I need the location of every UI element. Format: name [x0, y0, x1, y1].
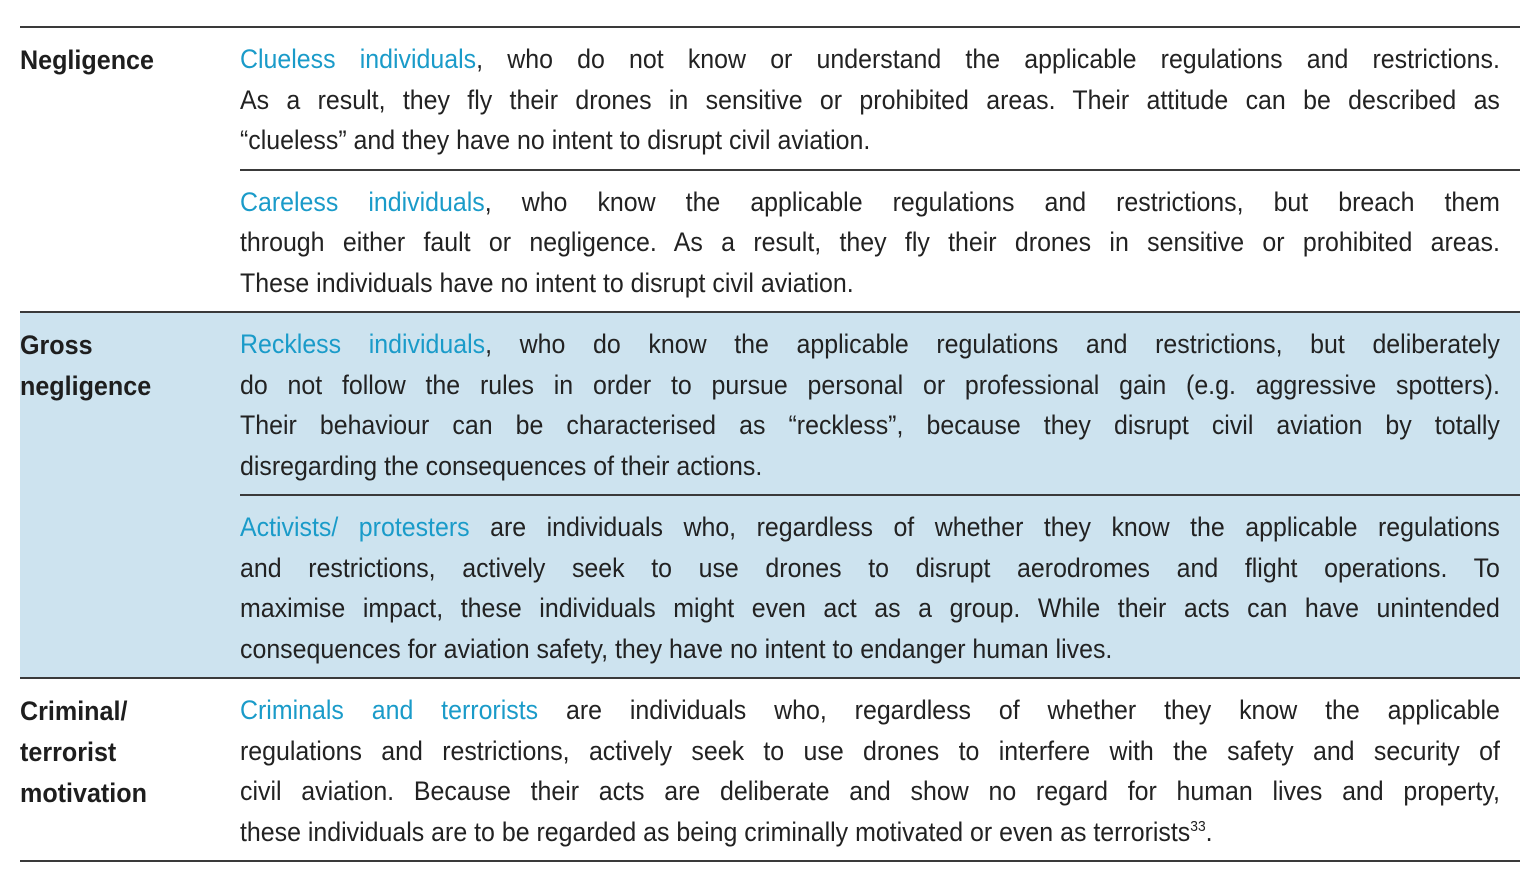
text-line	[240, 182, 1500, 223]
line-text: and restrictions, actively seek to use drones to disrupt aerodromes and flight operations. To	[240, 552, 1500, 583]
line-text: As a result, they fly their drones in sensitive or prohibited areas. Their attitude can be described as	[240, 84, 1500, 115]
text-line	[240, 80, 1500, 121]
row-cells	[240, 28, 1520, 311]
text-line	[240, 507, 1500, 548]
description-text	[240, 39, 1500, 161]
line-text: consequences for aviation safety, they have no intent to endanger human lives.	[240, 633, 1113, 664]
text-line	[240, 405, 1500, 446]
row-label-line: Criminal/	[20, 696, 128, 726]
text-line	[240, 39, 1500, 80]
row-label-line: terrorist	[20, 737, 117, 767]
row-label	[20, 313, 240, 677]
text-line	[240, 446, 1500, 487]
description-text	[240, 324, 1500, 486]
line-text: , who know the applicable regulations and restrictions, but breach them	[484, 186, 1500, 217]
text-line	[240, 588, 1500, 629]
description-text	[240, 182, 1500, 304]
text-line	[240, 629, 1500, 670]
category-term: Criminals and terrorists	[240, 695, 539, 725]
text-line	[240, 222, 1500, 263]
line-end: .	[1205, 816, 1213, 847]
text-line	[240, 731, 1500, 772]
description-cell	[240, 313, 1500, 494]
footnote-ref: 33	[1190, 817, 1206, 835]
text-line	[240, 812, 1500, 853]
row-label	[20, 28, 240, 311]
line-text: , who do not know or understand the applicable regulations and restrictions.	[476, 44, 1500, 74]
line-text: these individuals are to be regarded as being criminally motivated or even as terrorists	[240, 816, 1191, 847]
table-row	[20, 313, 1520, 679]
line-text: through either fault or negligence. As a result, they fly their drones in sensitive or prohibited areas.	[240, 227, 1500, 257]
row-cells	[240, 313, 1520, 677]
line-text: Their behaviour can be characterised as “reckless”, because they disrupt civil aviation by totally	[240, 410, 1500, 440]
line-text: , who do know the applicable regulations and restrictions, but deliberately	[485, 329, 1500, 359]
description-cell	[240, 494, 1520, 677]
line-text: maximise impact, these individuals might even act as a group. While their acts can have unintended	[240, 593, 1500, 623]
text-line	[240, 771, 1500, 812]
text-line	[240, 548, 1500, 589]
line-text: civil aviation. Because their acts are deliberate and show no regard for human lives and property,	[240, 776, 1500, 806]
description-cell	[240, 28, 1500, 169]
category-term: Activists/ protesters	[240, 512, 470, 542]
description-cell	[240, 169, 1520, 312]
line-text: regulations and restrictions, actively seek to use drones to interfere with the safety and security of	[240, 735, 1500, 766]
line-text: disregarding the consequences of their actions.	[240, 450, 763, 481]
text-line	[240, 324, 1500, 365]
line-text: are individuals who, regardless of whether they know the applicable	[538, 695, 1500, 725]
row-cells	[240, 679, 1520, 860]
description-text	[240, 507, 1500, 669]
text-line	[240, 690, 1500, 731]
category-term: Reckless individuals	[240, 329, 486, 359]
motivation-table	[20, 26, 1520, 862]
row-label-line: Negligence	[20, 45, 154, 75]
table-row	[20, 679, 1520, 862]
row-label-line: negligence	[20, 371, 152, 401]
row-label	[20, 679, 240, 860]
category-term: Clueless individuals	[240, 44, 477, 74]
text-line	[240, 120, 1500, 161]
table-row	[20, 28, 1520, 313]
line-text: do not follow the rules in order to pursue personal or professional gain (e.g. aggressive spotters).	[240, 369, 1500, 400]
category-term: Careless individuals	[240, 186, 485, 217]
line-text: These individuals have no intent to disrupt civil aviation.	[240, 267, 854, 298]
description-text	[240, 690, 1500, 852]
text-line	[240, 365, 1500, 406]
row-label-line: Gross	[20, 330, 93, 360]
line-text: are individuals who, regardless of whether they know the applicable regulations	[469, 512, 1500, 542]
line-text: “clueless” and they have no intent to disrupt civil aviation.	[240, 125, 871, 155]
row-label-line: motivation	[20, 778, 147, 808]
description-cell	[240, 679, 1500, 860]
text-line	[240, 263, 1500, 304]
